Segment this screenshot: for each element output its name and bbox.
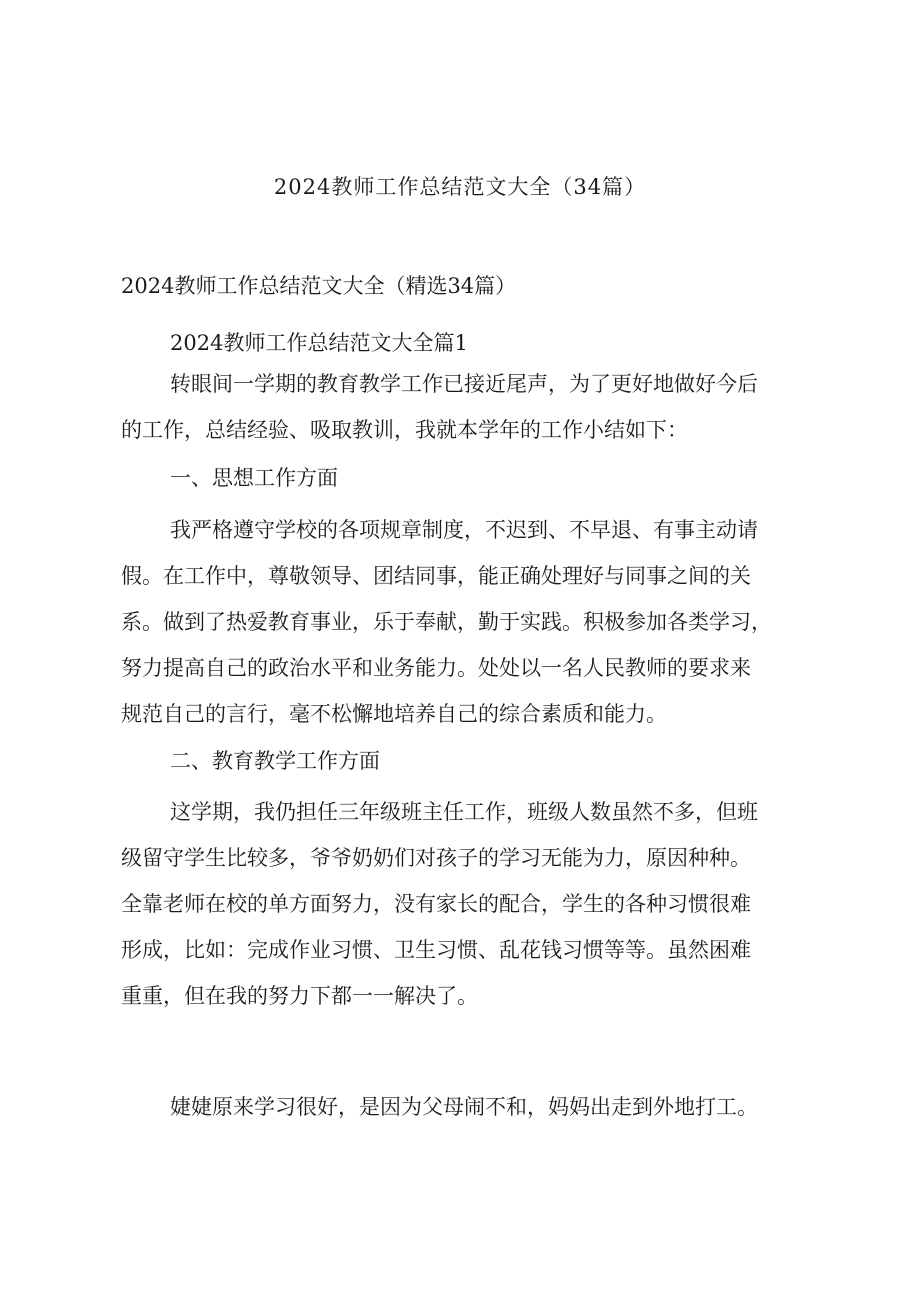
intro-line-1: 转眼间一学期的教育教学工作已接近尾声，为了更好地做好今后 xyxy=(170,372,758,396)
section2-line-5: 重重，但在我的努力下都一一解决了。 xyxy=(121,984,478,1008)
article-heading: 2024教师工作总结范文大全篇1 xyxy=(170,331,468,355)
section1-line-2: 假。在工作中，尊敬领导、团结同事，能正确处理好与同事之间的关 xyxy=(121,564,751,588)
section-heading-thought: 一、思想工作方面 xyxy=(170,466,338,490)
section1-line-4: 努力提高自己的政治水平和业务能力。处处以一名人民教师的要求来 xyxy=(121,656,751,680)
section2-line-1: 这学期，我仍担任三年级班主任工作，班级人数虽然不多，但班 xyxy=(170,800,758,824)
section-heading-teaching: 二、教育教学工作方面 xyxy=(170,749,380,773)
section1-line-1: 我严格遵守学校的各项规章制度，不迟到、不早退、有事主动请 xyxy=(170,518,758,542)
document-title: 2024教师工作总结范文大全（34篇） xyxy=(273,175,647,199)
document-subtitle: 2024教师工作总结范文大全（精选34篇） xyxy=(121,274,517,298)
section1-paragraph xyxy=(121,507,841,737)
section2-line-2: 级留守学生比较多，爷爷奶奶们对孩子的学习无能为力，原因种种。 xyxy=(121,846,751,870)
section1-line-3: 系。做到了热爱教育事业，乐于奉献，勤于实践。积极参加各类学习， xyxy=(121,610,772,634)
section2-line-4: 形成，比如：完成作业习惯、卫生习惯、乱花钱习惯等等。虽然困难 xyxy=(121,938,751,962)
section2-paragraph xyxy=(121,789,841,1019)
intro-line-2: 的工作，总结经验、吸取教训，我就本学年的工作小结如下： xyxy=(121,418,688,442)
section2-line-3: 全靠老师在校的单方面努力，没有家长的配合，学生的各种习惯很难 xyxy=(121,892,751,916)
section1-line-5: 规范自己的言行，毫不松懈地培养自己的综合素质和能力。 xyxy=(121,702,667,726)
final-paragraph: 婕婕原来学习很好，是因为父母闹不和，妈妈出走到外地打工。 xyxy=(170,1095,758,1119)
intro-paragraph xyxy=(121,361,841,453)
